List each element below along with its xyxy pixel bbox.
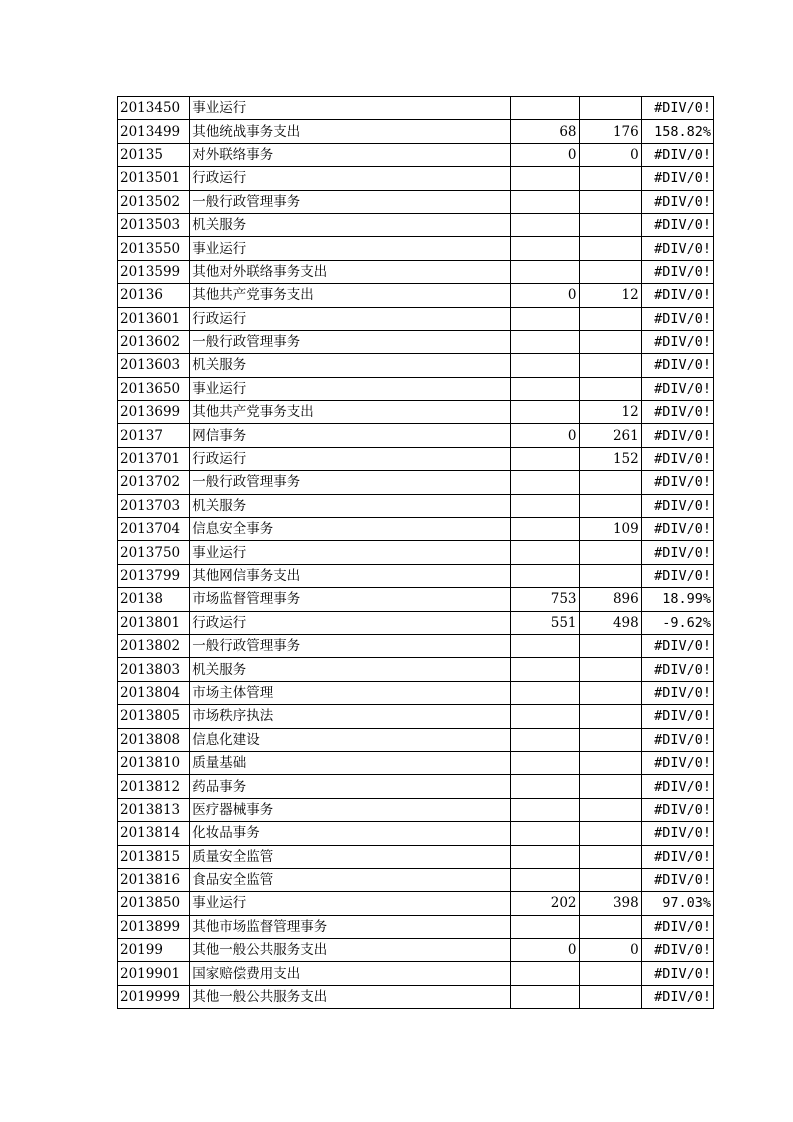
row-name-cell: 市场主体管理 [190, 681, 511, 704]
row-name-cell: 信息化建设 [190, 728, 511, 751]
row-code-cell: 2013702 [118, 471, 190, 494]
row-curr-value-cell [579, 213, 641, 236]
row-curr-value-cell [579, 658, 641, 681]
row-code-cell: 2013803 [118, 658, 190, 681]
row-code-cell: 2013601 [118, 307, 190, 330]
row-code-cell: 2013805 [118, 705, 190, 728]
row-prev-value-cell [511, 97, 579, 120]
row-name-cell: 事业运行 [190, 237, 511, 260]
row-curr-value-cell: 176 [579, 120, 641, 143]
row-name-cell: 市场监督管理事务 [190, 588, 511, 611]
table-row [118, 564, 714, 587]
row-prev-value-cell [511, 705, 579, 728]
table-row [118, 471, 714, 494]
row-code-cell: 2013813 [118, 798, 190, 821]
row-code-cell: 2013699 [118, 401, 190, 424]
row-prev-value-cell: 551 [511, 611, 579, 634]
row-curr-value-cell [579, 541, 641, 564]
row-name-cell: 对外联络事务 [190, 143, 511, 166]
row-name-cell: 市场秩序执法 [190, 705, 511, 728]
row-change-pct-cell: #DIV/0! [641, 190, 713, 213]
row-curr-value-cell [579, 634, 641, 657]
row-prev-value-cell [511, 751, 579, 774]
row-code-cell: 2013812 [118, 775, 190, 798]
row-curr-value-cell [579, 260, 641, 283]
row-curr-value-cell: 0 [579, 143, 641, 166]
row-prev-value-cell [511, 658, 579, 681]
table-row [118, 939, 714, 962]
row-curr-value-cell [579, 798, 641, 821]
row-curr-value-cell [579, 728, 641, 751]
row-change-pct-cell: #DIV/0! [641, 494, 713, 517]
row-curr-value-cell: 109 [579, 518, 641, 541]
table-row [118, 845, 714, 868]
table-row [118, 588, 714, 611]
row-name-cell: 一般行政管理事务 [190, 330, 511, 353]
row-prev-value-cell [511, 471, 579, 494]
row-curr-value-cell [579, 330, 641, 353]
row-curr-value-cell [579, 845, 641, 868]
row-code-cell: 2013899 [118, 915, 190, 938]
table-row [118, 97, 714, 120]
row-change-pct-cell: #DIV/0! [641, 658, 713, 681]
row-curr-value-cell [579, 751, 641, 774]
row-code-cell: 2013503 [118, 213, 190, 236]
row-change-pct-cell: #DIV/0! [641, 424, 713, 447]
row-prev-value-cell [511, 681, 579, 704]
table-row [118, 330, 714, 353]
row-change-pct-cell: #DIV/0! [641, 962, 713, 985]
row-curr-value-cell [579, 190, 641, 213]
row-change-pct-cell: #DIV/0! [641, 822, 713, 845]
row-name-cell: 其他市场监督管理事务 [190, 915, 511, 938]
row-change-pct-cell: #DIV/0! [641, 939, 713, 962]
row-change-pct-cell: #DIV/0! [641, 564, 713, 587]
row-prev-value-cell [511, 494, 579, 517]
row-prev-value-cell [511, 330, 579, 353]
table-row [118, 775, 714, 798]
row-code-cell: 2013603 [118, 354, 190, 377]
table-row [118, 705, 714, 728]
row-prev-value-cell [511, 985, 579, 1008]
row-code-cell: 2019999 [118, 985, 190, 1008]
row-name-cell: 国家赔偿费用支出 [190, 962, 511, 985]
row-name-cell: 行政运行 [190, 611, 511, 634]
row-curr-value-cell: 498 [579, 611, 641, 634]
row-change-pct-cell: #DIV/0! [641, 471, 713, 494]
row-prev-value-cell [511, 541, 579, 564]
row-change-pct-cell: #DIV/0! [641, 845, 713, 868]
row-curr-value-cell [579, 354, 641, 377]
row-change-pct-cell: 18.99% [641, 588, 713, 611]
row-change-pct-cell: #DIV/0! [641, 681, 713, 704]
row-prev-value-cell [511, 213, 579, 236]
row-change-pct-cell: #DIV/0! [641, 447, 713, 470]
row-name-cell: 一般行政管理事务 [190, 190, 511, 213]
row-prev-value-cell [511, 728, 579, 751]
row-code-cell: 2013501 [118, 167, 190, 190]
row-curr-value-cell [579, 471, 641, 494]
row-code-cell: 2013810 [118, 751, 190, 774]
row-curr-value-cell: 12 [579, 401, 641, 424]
row-code-cell: 2013704 [118, 518, 190, 541]
row-curr-value-cell: 12 [579, 284, 641, 307]
table-row [118, 167, 714, 190]
table-row [118, 634, 714, 657]
row-change-pct-cell: #DIV/0! [641, 728, 713, 751]
row-prev-value-cell: 202 [511, 892, 579, 915]
table-row [118, 892, 714, 915]
row-name-cell: 其他一般公共服务支出 [190, 985, 511, 1008]
row-prev-value-cell [511, 354, 579, 377]
row-name-cell: 机关服务 [190, 354, 511, 377]
row-name-cell: 其他共产党事务支出 [190, 401, 511, 424]
table-row [118, 284, 714, 307]
row-curr-value-cell: 398 [579, 892, 641, 915]
row-code-cell: 20138 [118, 588, 190, 611]
row-code-cell: 2013808 [118, 728, 190, 751]
row-code-cell: 2013850 [118, 892, 190, 915]
row-prev-value-cell [511, 822, 579, 845]
row-code-cell: 2013599 [118, 260, 190, 283]
row-curr-value-cell [579, 775, 641, 798]
row-code-cell: 2013602 [118, 330, 190, 353]
row-code-cell: 2013650 [118, 377, 190, 400]
row-curr-value-cell [579, 962, 641, 985]
row-prev-value-cell [511, 260, 579, 283]
row-prev-value-cell [511, 775, 579, 798]
row-curr-value-cell: 0 [579, 939, 641, 962]
row-change-pct-cell: #DIV/0! [641, 330, 713, 353]
row-code-cell: 2013802 [118, 634, 190, 657]
row-code-cell: 2013550 [118, 237, 190, 260]
row-prev-value-cell [511, 190, 579, 213]
row-change-pct-cell: #DIV/0! [641, 260, 713, 283]
row-curr-value-cell: 152 [579, 447, 641, 470]
row-change-pct-cell: #DIV/0! [641, 237, 713, 260]
row-code-cell: 2013499 [118, 120, 190, 143]
table-row [118, 681, 714, 704]
row-name-cell: 其他网信事务支出 [190, 564, 511, 587]
table-row [118, 260, 714, 283]
row-change-pct-cell: 97.03% [641, 892, 713, 915]
table-row [118, 494, 714, 517]
row-prev-value-cell [511, 798, 579, 821]
row-change-pct-cell: #DIV/0! [641, 284, 713, 307]
row-change-pct-cell: -9.62% [641, 611, 713, 634]
row-change-pct-cell: #DIV/0! [641, 634, 713, 657]
row-name-cell: 质量安全监管 [190, 845, 511, 868]
row-name-cell: 机关服务 [190, 213, 511, 236]
row-curr-value-cell [579, 915, 641, 938]
row-change-pct-cell: #DIV/0! [641, 167, 713, 190]
row-code-cell: 2013450 [118, 97, 190, 120]
row-name-cell: 事业运行 [190, 97, 511, 120]
table-row [118, 822, 714, 845]
row-prev-value-cell [511, 564, 579, 587]
table-row [118, 962, 714, 985]
row-prev-value-cell: 68 [511, 120, 579, 143]
row-prev-value-cell [511, 401, 579, 424]
row-name-cell: 化妆品事务 [190, 822, 511, 845]
row-code-cell: 2019901 [118, 962, 190, 985]
row-code-cell: 20199 [118, 939, 190, 962]
row-change-pct-cell: #DIV/0! [641, 377, 713, 400]
table-row [118, 307, 714, 330]
row-change-pct-cell: #DIV/0! [641, 518, 713, 541]
table-row [118, 518, 714, 541]
row-code-cell: 2013799 [118, 564, 190, 587]
row-curr-value-cell [579, 237, 641, 260]
row-name-cell: 机关服务 [190, 494, 511, 517]
row-code-cell: 2013815 [118, 845, 190, 868]
row-code-cell: 20135 [118, 143, 190, 166]
row-curr-value-cell [579, 705, 641, 728]
row-prev-value-cell [511, 377, 579, 400]
row-code-cell: 2013701 [118, 447, 190, 470]
table-row [118, 143, 714, 166]
row-change-pct-cell: #DIV/0! [641, 143, 713, 166]
row-code-cell: 2013703 [118, 494, 190, 517]
row-prev-value-cell [511, 518, 579, 541]
row-prev-value-cell [511, 634, 579, 657]
row-prev-value-cell: 0 [511, 424, 579, 447]
table-row [118, 213, 714, 236]
row-curr-value-cell [579, 167, 641, 190]
row-curr-value-cell [579, 985, 641, 1008]
row-change-pct-cell: #DIV/0! [641, 798, 713, 821]
table-row [118, 611, 714, 634]
row-code-cell: 2013816 [118, 868, 190, 891]
table-row [118, 190, 714, 213]
row-code-cell: 20136 [118, 284, 190, 307]
row-code-cell: 2013750 [118, 541, 190, 564]
row-change-pct-cell: #DIV/0! [641, 401, 713, 424]
row-prev-value-cell [511, 962, 579, 985]
table-row [118, 120, 714, 143]
row-curr-value-cell: 896 [579, 588, 641, 611]
row-code-cell: 2013804 [118, 681, 190, 704]
table-row [118, 377, 714, 400]
table-row [118, 915, 714, 938]
table-row [118, 354, 714, 377]
row-name-cell: 行政运行 [190, 167, 511, 190]
row-name-cell: 行政运行 [190, 307, 511, 330]
row-curr-value-cell [579, 681, 641, 704]
row-change-pct-cell: #DIV/0! [641, 541, 713, 564]
table-row [118, 985, 714, 1008]
table-body [118, 97, 714, 1009]
row-prev-value-cell [511, 167, 579, 190]
row-name-cell: 一般行政管理事务 [190, 471, 511, 494]
row-name-cell: 事业运行 [190, 377, 511, 400]
row-change-pct-cell: #DIV/0! [641, 915, 713, 938]
row-name-cell: 其他一般公共服务支出 [190, 939, 511, 962]
row-name-cell: 药品事务 [190, 775, 511, 798]
row-change-pct-cell: 158.82% [641, 120, 713, 143]
table-row [118, 658, 714, 681]
row-prev-value-cell: 0 [511, 284, 579, 307]
row-curr-value-cell [579, 868, 641, 891]
row-name-cell: 食品安全监管 [190, 868, 511, 891]
row-curr-value-cell [579, 97, 641, 120]
row-name-cell: 事业运行 [190, 541, 511, 564]
row-name-cell: 网信事务 [190, 424, 511, 447]
row-name-cell: 质量基础 [190, 751, 511, 774]
table-row [118, 424, 714, 447]
row-change-pct-cell: #DIV/0! [641, 868, 713, 891]
row-code-cell: 2013502 [118, 190, 190, 213]
row-prev-value-cell: 0 [511, 939, 579, 962]
table-row [118, 401, 714, 424]
row-change-pct-cell: #DIV/0! [641, 751, 713, 774]
row-name-cell: 事业运行 [190, 892, 511, 915]
row-prev-value-cell [511, 868, 579, 891]
row-curr-value-cell [579, 564, 641, 587]
row-change-pct-cell: #DIV/0! [641, 354, 713, 377]
row-change-pct-cell: #DIV/0! [641, 775, 713, 798]
row-name-cell: 机关服务 [190, 658, 511, 681]
table-row [118, 798, 714, 821]
row-curr-value-cell [579, 307, 641, 330]
row-name-cell: 信息安全事务 [190, 518, 511, 541]
row-change-pct-cell: #DIV/0! [641, 97, 713, 120]
row-name-cell: 医疗器械事务 [190, 798, 511, 821]
row-curr-value-cell [579, 377, 641, 400]
row-name-cell: 行政运行 [190, 447, 511, 470]
row-code-cell: 20137 [118, 424, 190, 447]
row-change-pct-cell: #DIV/0! [641, 213, 713, 236]
row-curr-value-cell: 261 [579, 424, 641, 447]
table-row [118, 447, 714, 470]
table-row [118, 237, 714, 260]
table-row [118, 751, 714, 774]
row-prev-value-cell: 0 [511, 143, 579, 166]
budget-table [117, 96, 714, 1009]
row-prev-value-cell [511, 237, 579, 260]
row-code-cell: 2013801 [118, 611, 190, 634]
row-change-pct-cell: #DIV/0! [641, 985, 713, 1008]
row-prev-value-cell [511, 307, 579, 330]
row-change-pct-cell: #DIV/0! [641, 705, 713, 728]
row-prev-value-cell [511, 915, 579, 938]
row-code-cell: 2013814 [118, 822, 190, 845]
table-row [118, 728, 714, 751]
row-curr-value-cell [579, 822, 641, 845]
row-prev-value-cell: 753 [511, 588, 579, 611]
table-row [118, 541, 714, 564]
row-name-cell: 其他统战事务支出 [190, 120, 511, 143]
table-row [118, 868, 714, 891]
row-name-cell: 一般行政管理事务 [190, 634, 511, 657]
row-change-pct-cell: #DIV/0! [641, 307, 713, 330]
row-prev-value-cell [511, 447, 579, 470]
row-prev-value-cell [511, 845, 579, 868]
row-name-cell: 其他对外联络事务支出 [190, 260, 511, 283]
row-name-cell: 其他共产党事务支出 [190, 284, 511, 307]
row-curr-value-cell [579, 494, 641, 517]
